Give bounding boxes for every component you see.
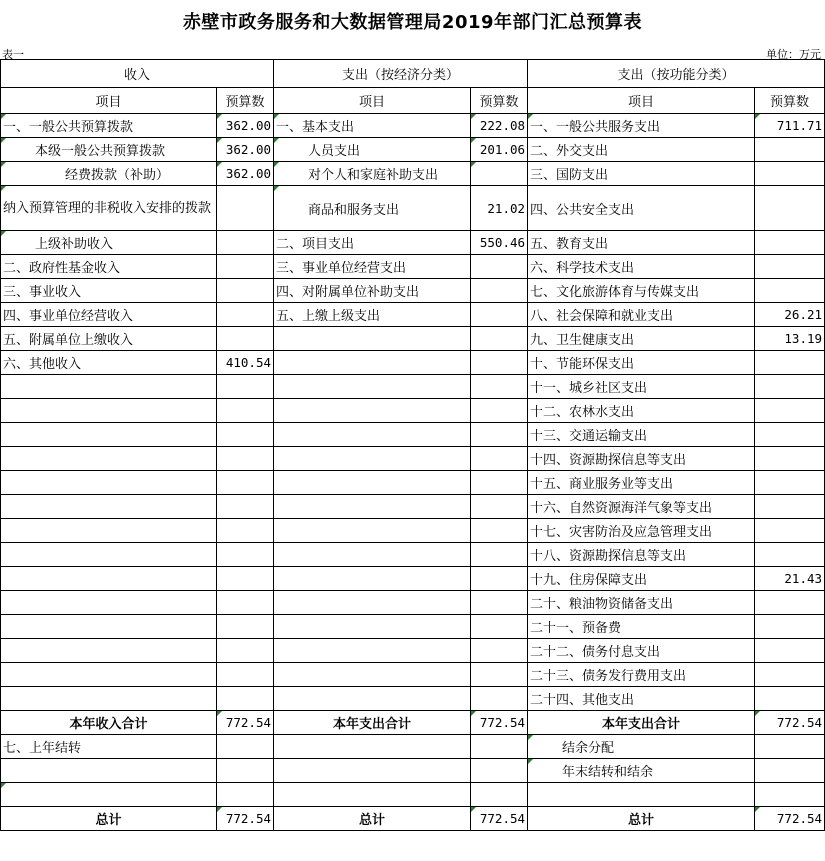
func-item-cell: 六、科学技术支出 bbox=[528, 255, 755, 279]
econ-item-cell bbox=[274, 471, 471, 495]
func-item-cell: 二、外交支出 bbox=[528, 138, 755, 162]
table-row bbox=[1, 687, 825, 711]
func-budget-cell bbox=[755, 162, 825, 186]
func-budget-cell bbox=[755, 663, 825, 687]
econ-budget-cell: 21.02 bbox=[471, 186, 528, 231]
table-row bbox=[1, 543, 825, 567]
income-item-cell: 总计 bbox=[1, 807, 217, 831]
income-budget-cell bbox=[217, 375, 274, 399]
func-item-cell: 十九、住房保障支出 bbox=[528, 567, 755, 591]
income-item-header: 项目 bbox=[1, 88, 217, 114]
income-item-cell: 本级一般公共预算拨款 bbox=[1, 138, 217, 162]
econ-budget-cell bbox=[471, 279, 528, 303]
econ-item-cell: 对个人和家庭补助支出 bbox=[274, 162, 471, 186]
income-budget-cell bbox=[217, 231, 274, 255]
income-budget-cell bbox=[217, 735, 274, 759]
table-row bbox=[1, 591, 825, 615]
econ-item-cell: 二、项目支出 bbox=[274, 231, 471, 255]
func-budget-cell bbox=[755, 495, 825, 519]
table-number: 表一 bbox=[2, 48, 24, 61]
income-item-cell bbox=[1, 543, 217, 567]
econ-budget-cell bbox=[471, 735, 528, 759]
func-item-cell: 七、文化旅游体育与传媒支出 bbox=[528, 279, 755, 303]
func-item-cell: 十二、农林水支出 bbox=[528, 399, 755, 423]
econ-item-cell: 本年支出合计 bbox=[274, 711, 471, 735]
income-item-cell bbox=[1, 423, 217, 447]
econ-item-cell bbox=[274, 567, 471, 591]
table-row bbox=[1, 255, 825, 279]
func-budget-cell bbox=[755, 591, 825, 615]
func-budget-cell bbox=[755, 471, 825, 495]
func-item-cell: 十七、灾害防治及应急管理支出 bbox=[528, 519, 755, 543]
econ-budget-cell: 222.08 bbox=[471, 114, 528, 138]
income-item-cell: 三、事业收入 bbox=[1, 279, 217, 303]
econ-item-cell bbox=[274, 519, 471, 543]
func-item-cell: 本年支出合计 bbox=[528, 711, 755, 735]
econ-item-header: 项目 bbox=[274, 88, 471, 114]
econ-budget-cell bbox=[471, 303, 528, 327]
income-budget-cell bbox=[217, 519, 274, 543]
econ-budget-cell bbox=[471, 687, 528, 711]
page-title: 赤壁市政务服务和大数据管理局2019年部门汇总预算表 bbox=[182, 12, 643, 33]
income-budget-cell: 362.00 bbox=[217, 162, 274, 186]
table-row bbox=[1, 663, 825, 687]
func-budget-cell bbox=[755, 138, 825, 162]
econ-item-cell: 四、对附属单位补助支出 bbox=[274, 279, 471, 303]
income-item-cell: 七、上年结转 bbox=[1, 735, 217, 759]
econ-item-cell bbox=[274, 543, 471, 567]
econ-item-cell bbox=[274, 423, 471, 447]
income-item-cell: 纳入预算管理的非税收入安排的拨款 bbox=[1, 186, 217, 231]
func-budget-cell bbox=[755, 783, 825, 807]
econ-budget-cell bbox=[471, 591, 528, 615]
table-row bbox=[1, 615, 825, 639]
income-item-cell bbox=[1, 783, 217, 807]
income-budget-cell: 362.00 bbox=[217, 114, 274, 138]
budget-table bbox=[0, 59, 825, 831]
func-item-cell: 二十三、债务发行费用支出 bbox=[528, 663, 755, 687]
income-item-cell bbox=[1, 639, 217, 663]
func-budget-cell bbox=[755, 351, 825, 375]
income-budget-cell: 772.54 bbox=[217, 807, 274, 831]
income-budget-cell bbox=[217, 783, 274, 807]
func-budget-cell bbox=[755, 255, 825, 279]
func-item-cell: 十六、自然资源海洋气象等支出 bbox=[528, 495, 755, 519]
table-row bbox=[1, 186, 825, 231]
expense-func-section-header: 支出（按功能分类） bbox=[528, 60, 825, 88]
income-budget-cell bbox=[217, 471, 274, 495]
func-item-cell: 十四、资源勘探信息等支出 bbox=[528, 447, 755, 471]
income-budget-header: 预算数 bbox=[217, 88, 274, 114]
func-item-cell: 十一、城乡社区支出 bbox=[528, 375, 755, 399]
econ-budget-cell bbox=[471, 423, 528, 447]
econ-budget-cell bbox=[471, 162, 528, 186]
income-item-cell bbox=[1, 759, 217, 783]
income-budget-cell bbox=[217, 399, 274, 423]
table-row bbox=[1, 471, 825, 495]
table-row bbox=[1, 423, 825, 447]
income-budget-cell bbox=[217, 687, 274, 711]
unit-label: 单位：万元 bbox=[766, 48, 821, 61]
func-item-cell: 年末结转和结余 bbox=[528, 759, 755, 783]
func-budget-cell bbox=[755, 423, 825, 447]
income-item-cell: 四、事业单位经营收入 bbox=[1, 303, 217, 327]
income-budget-cell bbox=[217, 759, 274, 783]
income-item-cell bbox=[1, 687, 217, 711]
income-budget-cell bbox=[217, 327, 274, 351]
func-budget-cell: 13.19 bbox=[755, 327, 825, 351]
func-item-header: 项目 bbox=[528, 88, 755, 114]
income-item-cell bbox=[1, 471, 217, 495]
econ-item-cell bbox=[274, 759, 471, 783]
income-budget-cell: 772.54 bbox=[217, 711, 274, 735]
func-budget-cell: 26.21 bbox=[755, 303, 825, 327]
income-item-cell: 二、政府性基金收入 bbox=[1, 255, 217, 279]
table-row bbox=[1, 279, 825, 303]
income-budget-cell bbox=[217, 615, 274, 639]
func-item-cell: 二十、粮油物资储备支出 bbox=[528, 591, 755, 615]
table-row bbox=[1, 807, 825, 831]
table-row bbox=[1, 231, 825, 255]
econ-item-cell bbox=[274, 399, 471, 423]
table-row bbox=[1, 399, 825, 423]
income-item-cell bbox=[1, 447, 217, 471]
income-item-cell bbox=[1, 375, 217, 399]
func-item-cell: 二十一、预备费 bbox=[528, 615, 755, 639]
econ-budget-cell: 772.54 bbox=[471, 807, 528, 831]
table-row bbox=[1, 759, 825, 783]
func-item-cell: 十、节能环保支出 bbox=[528, 351, 755, 375]
func-budget-cell bbox=[755, 687, 825, 711]
func-budget-cell bbox=[755, 735, 825, 759]
econ-item-cell bbox=[274, 687, 471, 711]
income-item-cell: 本年收入合计 bbox=[1, 711, 217, 735]
func-item-cell: 总计 bbox=[528, 807, 755, 831]
func-budget-header: 预算数 bbox=[755, 88, 825, 114]
econ-budget-cell bbox=[471, 663, 528, 687]
econ-item-cell bbox=[274, 447, 471, 471]
econ-item-cell bbox=[274, 591, 471, 615]
func-item-cell: 三、国防支出 bbox=[528, 162, 755, 186]
econ-item-cell bbox=[274, 663, 471, 687]
econ-budget-cell: 772.54 bbox=[471, 711, 528, 735]
econ-budget-cell bbox=[471, 327, 528, 351]
income-budget-cell bbox=[217, 186, 274, 231]
econ-budget-cell: 201.06 bbox=[471, 138, 528, 162]
func-budget-cell bbox=[755, 231, 825, 255]
income-budget-cell bbox=[217, 255, 274, 279]
func-item-cell: 九、卫生健康支出 bbox=[528, 327, 755, 351]
econ-budget-cell bbox=[471, 399, 528, 423]
econ-budget-cell bbox=[471, 255, 528, 279]
income-item-cell bbox=[1, 591, 217, 615]
expense-econ-section-header: 支出（按经济分类） bbox=[274, 60, 528, 88]
table-row bbox=[1, 711, 825, 735]
econ-item-cell: 总计 bbox=[274, 807, 471, 831]
econ-budget-cell bbox=[471, 447, 528, 471]
income-budget-cell bbox=[217, 495, 274, 519]
econ-item-cell bbox=[274, 735, 471, 759]
econ-item-cell bbox=[274, 783, 471, 807]
econ-item-cell bbox=[274, 375, 471, 399]
table-row bbox=[1, 567, 825, 591]
econ-item-cell: 人员支出 bbox=[274, 138, 471, 162]
func-budget-cell bbox=[755, 375, 825, 399]
table-row bbox=[1, 519, 825, 543]
income-item-cell bbox=[1, 663, 217, 687]
table-row bbox=[1, 138, 825, 162]
table-row bbox=[1, 735, 825, 759]
income-item-cell: 经费拨款（补助） bbox=[1, 162, 217, 186]
income-item-cell bbox=[1, 399, 217, 423]
table-row bbox=[1, 639, 825, 663]
income-item-cell: 一、一般公共预算拨款 bbox=[1, 114, 217, 138]
income-budget-cell bbox=[217, 591, 274, 615]
income-budget-cell bbox=[217, 543, 274, 567]
econ-budget-cell bbox=[471, 495, 528, 519]
econ-item-cell bbox=[274, 327, 471, 351]
table-row bbox=[1, 495, 825, 519]
func-budget-cell: 772.54 bbox=[755, 711, 825, 735]
econ-item-cell bbox=[274, 351, 471, 375]
table-row bbox=[1, 375, 825, 399]
econ-budget-cell bbox=[471, 471, 528, 495]
income-item-cell bbox=[1, 567, 217, 591]
income-item-cell bbox=[1, 495, 217, 519]
econ-budget-cell bbox=[471, 759, 528, 783]
table-row bbox=[1, 162, 825, 186]
func-budget-cell bbox=[755, 279, 825, 303]
func-item-cell: 结余分配 bbox=[528, 735, 755, 759]
func-budget-cell bbox=[755, 759, 825, 783]
income-budget-cell bbox=[217, 567, 274, 591]
table-row bbox=[1, 114, 825, 138]
table-row bbox=[1, 351, 825, 375]
income-item-cell bbox=[1, 519, 217, 543]
section-header-row bbox=[1, 60, 825, 88]
econ-budget-cell bbox=[471, 543, 528, 567]
table-row bbox=[1, 303, 825, 327]
income-budget-cell bbox=[217, 303, 274, 327]
income-budget-cell bbox=[217, 447, 274, 471]
econ-item-cell: 三、事业单位经营支出 bbox=[274, 255, 471, 279]
func-item-cell: 十五、商业服务业等支出 bbox=[528, 471, 755, 495]
func-item-cell: 二十四、其他支出 bbox=[528, 687, 755, 711]
income-budget-cell bbox=[217, 639, 274, 663]
func-budget-cell: 772.54 bbox=[755, 807, 825, 831]
econ-budget-cell bbox=[471, 615, 528, 639]
table-row bbox=[1, 447, 825, 471]
func-item-cell: 四、公共安全支出 bbox=[528, 186, 755, 231]
func-item-cell bbox=[528, 783, 755, 807]
econ-item-cell: 一、基本支出 bbox=[274, 114, 471, 138]
func-budget-cell bbox=[755, 186, 825, 231]
income-item-cell: 六、其他收入 bbox=[1, 351, 217, 375]
func-item-cell: 五、教育支出 bbox=[528, 231, 755, 255]
func-budget-cell bbox=[755, 519, 825, 543]
func-item-cell: 十八、资源勘探信息等支出 bbox=[528, 543, 755, 567]
econ-budget-cell bbox=[471, 375, 528, 399]
econ-budget-cell bbox=[471, 519, 528, 543]
func-item-cell: 一、一般公共服务支出 bbox=[528, 114, 755, 138]
econ-budget-header: 预算数 bbox=[471, 88, 528, 114]
econ-item-cell: 商品和服务支出 bbox=[274, 186, 471, 231]
column-header-row bbox=[1, 88, 825, 114]
income-budget-cell: 410.54 bbox=[217, 351, 274, 375]
econ-budget-cell: 550.46 bbox=[471, 231, 528, 255]
func-item-cell: 二十二、债务付息支出 bbox=[528, 639, 755, 663]
econ-item-cell bbox=[274, 615, 471, 639]
func-budget-cell: 711.71 bbox=[755, 114, 825, 138]
income-section-header: 收入 bbox=[1, 60, 274, 88]
func-item-cell: 八、社会保障和就业支出 bbox=[528, 303, 755, 327]
income-budget-cell bbox=[217, 663, 274, 687]
income-budget-cell: 362.00 bbox=[217, 138, 274, 162]
income-budget-cell bbox=[217, 279, 274, 303]
table-row bbox=[1, 327, 825, 351]
func-budget-cell bbox=[755, 639, 825, 663]
func-budget-cell: 21.43 bbox=[755, 567, 825, 591]
income-item-cell: 上级补助收入 bbox=[1, 231, 217, 255]
econ-budget-cell bbox=[471, 783, 528, 807]
econ-item-cell bbox=[274, 495, 471, 519]
econ-budget-cell bbox=[471, 351, 528, 375]
econ-item-cell: 五、上缴上级支出 bbox=[274, 303, 471, 327]
income-item-cell: 五、附属单位上缴收入 bbox=[1, 327, 217, 351]
econ-budget-cell bbox=[471, 567, 528, 591]
func-budget-cell bbox=[755, 447, 825, 471]
income-item-cell bbox=[1, 615, 217, 639]
table-row bbox=[1, 783, 825, 807]
func-item-cell: 十三、交通运输支出 bbox=[528, 423, 755, 447]
econ-budget-cell bbox=[471, 639, 528, 663]
econ-item-cell bbox=[274, 639, 471, 663]
func-budget-cell bbox=[755, 399, 825, 423]
income-budget-cell bbox=[217, 423, 274, 447]
func-budget-cell bbox=[755, 543, 825, 567]
func-budget-cell bbox=[755, 615, 825, 639]
